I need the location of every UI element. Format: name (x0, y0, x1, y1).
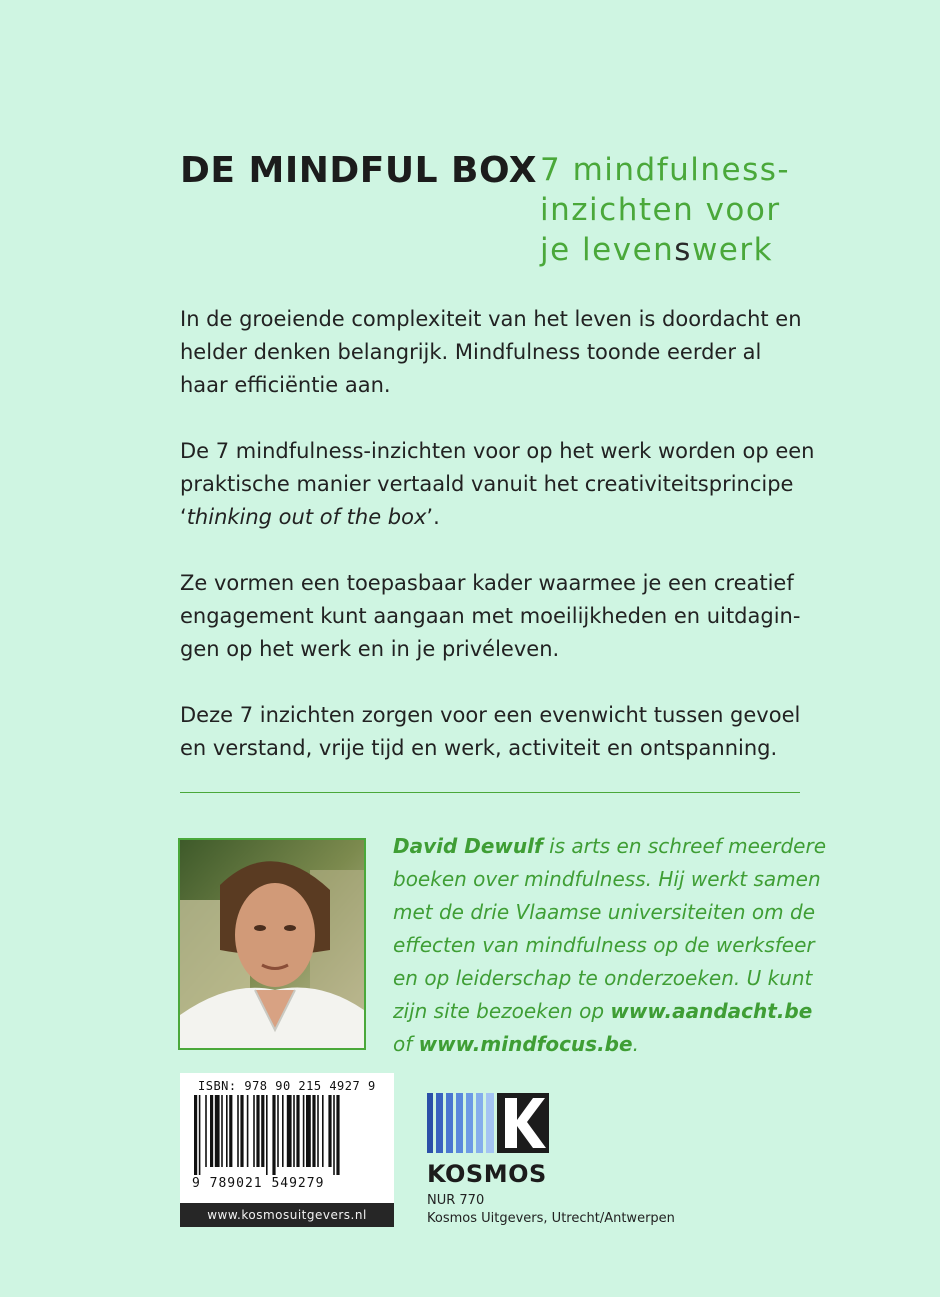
barcode-bar (229, 1095, 232, 1167)
bio-text: . (632, 1032, 639, 1056)
barcode-bar (272, 1095, 275, 1175)
text-line: gen op het werk en in je privéleven. (180, 637, 560, 661)
isbn-barcode (180, 1073, 394, 1227)
barcode-bar (336, 1095, 339, 1175)
author-name: David Dewulf (393, 834, 543, 858)
barcode-bar (256, 1095, 259, 1167)
text-line: haar efficiëntie aan. (180, 373, 391, 397)
barcode-bar (328, 1095, 331, 1167)
bio-text: zijn site bezoeken op (393, 999, 611, 1023)
text-line: helder denken belangrijk. Mindfulness toonde eerder al (180, 340, 762, 364)
text-line: en verstand, vrije tijd en werk, activiteit en ontspanning. (180, 736, 778, 760)
barcode-bar (296, 1095, 299, 1167)
barcode-digits: 9 789021 549279 (192, 1176, 325, 1191)
barcode-bar (322, 1095, 324, 1167)
text-line (393, 995, 813, 1028)
bio-text: is arts en schreef meerdere (542, 834, 827, 858)
barcode-bar (194, 1095, 197, 1175)
blurb (180, 303, 820, 798)
barcode-bar (282, 1095, 284, 1167)
text-line: De 7 mindfulness-inzichten voor op het werk worden op een (180, 439, 815, 463)
barcode-bar (287, 1095, 292, 1167)
blurb-paragraph (180, 699, 820, 765)
subtitle-line (540, 230, 920, 270)
text-line: met de drie Vlaamse universiteiten om de (393, 900, 816, 924)
text-line: effecten van mindfulness op de werksfeer (393, 933, 815, 957)
quote-close: ’. (426, 505, 440, 529)
barcode-bar (303, 1095, 305, 1167)
text-line (393, 1028, 813, 1061)
barcode-bar (277, 1095, 279, 1167)
text-line: Ze vormen een toepasbaar kader waarmee je een creatief (180, 571, 794, 595)
barcode-bar (293, 1095, 295, 1167)
author-photo (178, 838, 366, 1050)
barcode-bar (312, 1095, 315, 1167)
publisher-location: Kosmos Uitgevers, Utrecht/Antwerpen (427, 1211, 675, 1226)
barcode-bar (253, 1095, 255, 1167)
text-line: praktische manier vertaald vanuit het creativiteitsprincipe (180, 472, 794, 496)
book-title: DE MINDFUL BOX (180, 150, 538, 191)
barcode-bar (226, 1095, 228, 1167)
blurb-paragraph (180, 567, 820, 666)
quote-open: ‘ (180, 505, 187, 529)
text-line: Deze 7 inzichten zorgen voor een evenwicht tussen gevoel (180, 703, 801, 727)
barcode-bar (240, 1095, 243, 1167)
barcode-bar (205, 1095, 207, 1167)
barcode-bar (266, 1095, 268, 1175)
blurb-paragraph (180, 303, 820, 402)
barcode-bar (199, 1095, 201, 1175)
blurb-paragraph (180, 435, 820, 534)
website-link[interactable]: www.aandacht.be (610, 999, 813, 1023)
quote-phrase: thinking out of the box (186, 505, 427, 529)
subtitle-text: werk (691, 232, 774, 268)
barcode-bar (237, 1095, 239, 1167)
author-portrait-image (180, 840, 364, 1048)
barcode-bar (221, 1095, 223, 1167)
subtitle-text: je leven (540, 232, 675, 268)
barcode-bar (261, 1095, 264, 1167)
text-line: en op leiderschap te onderzoeken. U kunt (393, 966, 813, 990)
text-line (393, 830, 827, 863)
author-bio (393, 830, 827, 1061)
text-line: engagement kunt aangaan met moeilijkheden en uitdagin- (180, 604, 801, 628)
subtitle-line: inzichten voor (540, 192, 781, 228)
barcode-bar (215, 1095, 220, 1167)
book-subtitle (540, 150, 920, 270)
kosmos-logo-icon (427, 1093, 549, 1153)
barcode-bar (306, 1095, 311, 1167)
barcode-bar (247, 1095, 249, 1167)
text-line (180, 501, 820, 534)
subtitle-highlight-letter: s (674, 232, 692, 268)
subtitle-line: 7 mindfulness- (540, 152, 791, 188)
barcode-bar (210, 1095, 213, 1167)
website-link[interactable]: www.mindfocus.be (418, 1032, 633, 1056)
publisher-name: KOSMOS (427, 1160, 547, 1188)
barcode-bar (333, 1095, 335, 1175)
text-line: In de groeiende complexiteit van het leven is doordacht en (180, 307, 802, 331)
barcode-bar (317, 1095, 319, 1167)
isbn-label: ISBN: 978 90 215 4927 9 (198, 1079, 376, 1093)
barcode-bars (194, 1095, 380, 1175)
bio-text: of (393, 1032, 419, 1056)
text-line: boeken over mindfulness. Hij werkt samen (393, 867, 821, 891)
nur-code: NUR 770 (427, 1193, 485, 1208)
publisher-url[interactable]: www.kosmosuitgevers.nl (180, 1203, 394, 1227)
section-divider (180, 792, 800, 793)
